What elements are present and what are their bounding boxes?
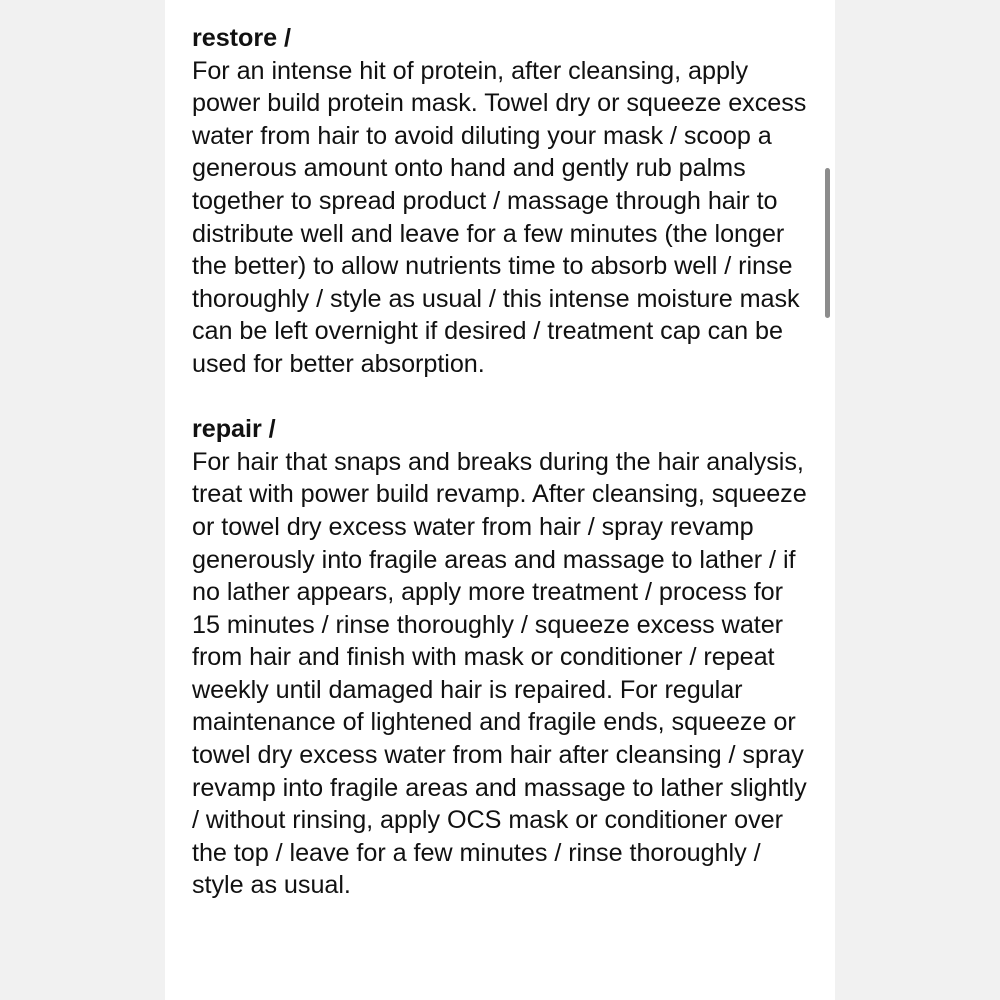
vertical-scrollbar[interactable] xyxy=(825,168,830,318)
document-sheet xyxy=(165,0,835,1000)
repair-section xyxy=(192,413,817,902)
restore-heading: restore / xyxy=(192,24,291,52)
repair-heading: repair / xyxy=(192,415,276,444)
right-margin xyxy=(835,0,1000,1000)
left-margin xyxy=(0,0,165,1000)
document-content xyxy=(192,22,817,902)
repair-body: For hair that snaps and breaks during the hair analysis, treat with power build revamp. After cleansing, squeeze or towel dry excess water from hair / spray revamp generously into fragile areas and massage to lather / if no lather appears, apply more treatment / process for 15 minutes / rinse thoroughly / squeeze excess water from hair and finish with mask or conditioner / repeat weekly until damaged hair is repaired. For regular maintenance of lightened and fragile ends, squeeze or towel dry excess water from hair after cleansing / spray revamp into fragile areas and massage to lather slightly / without rinsing, apply OCS mask or conditioner over the top / leave for a few minutes / rinse thoroughly / style as usual. xyxy=(192,447,807,900)
restore-body: For an intense hit of protein, after cleansing, apply power build protein mask. Towel dry or squeeze excess water from hair to avoid diluting your mask / scoop a generous amount onto hand and gently rub palms together to spread product / massage through hair to distribute well and leave for a few minutes (the longer the better) to allow nutrients time to absorb well / rinse thoroughly / style as usual / this intense moisture mask can be left overnight if desired / treatment cap can be used for better absorption. xyxy=(192,56,807,378)
restore-section xyxy=(192,22,817,381)
